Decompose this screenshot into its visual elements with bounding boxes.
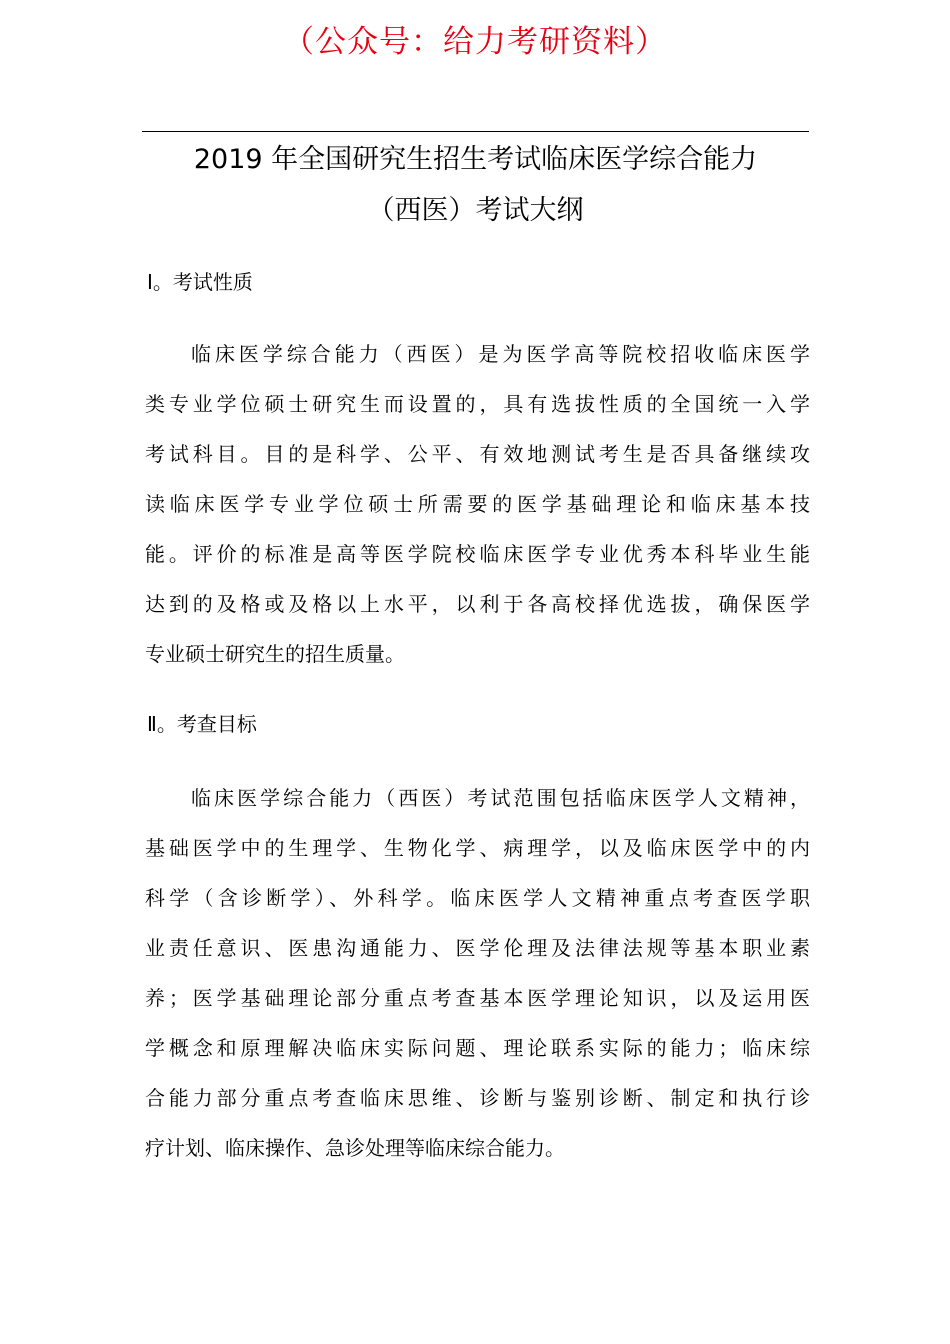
watermark-text: （公众号：给力考研资料） xyxy=(283,24,667,60)
section-heading-nature: Ⅰ。考试性质 xyxy=(147,270,253,294)
section-body-nature xyxy=(145,329,810,679)
paragraph-line: 读临床医学专业学位硕士所需要的医学基础理论和临床基本技 xyxy=(145,492,810,516)
paragraph-line: 养；医学基础理论部分重点考查基本医学理论知识，以及运用医 xyxy=(145,986,810,1010)
paragraph-line: 达到的及格或及格以上水平，以利于各高校择优选拔，确保医学 xyxy=(145,592,810,616)
paragraph-line: 科学（含诊断学）、外科学。临床医学人文精神重点考查医学职 xyxy=(145,886,810,910)
paragraph-line: 临床医学综合能力（西医）考试范围包括临床医学人文精神， xyxy=(191,786,810,810)
paragraph-line: 疗计划、临床操作、急诊处理等临床综合能力。 xyxy=(145,1136,565,1160)
section-body-objectives xyxy=(145,773,810,1173)
paragraph-line: 合能力部分重点考查临床思维、诊断与鉴别诊断、制定和执行诊 xyxy=(145,1086,810,1110)
section-heading-objectives: Ⅱ。考查目标 xyxy=(147,712,257,736)
paragraph-line: 专业硕士研究生的招生质量。 xyxy=(145,642,405,666)
header-rule xyxy=(142,131,809,132)
document-title-line-2: （西医）考试大纲 xyxy=(367,195,584,226)
paragraph-line: 业责任意识、医患沟通能力、医学伦理及法律法规等基本职业素 xyxy=(145,936,810,960)
paragraph-line: 临床医学综合能力（西医）是为医学高等院校招收临床医学 xyxy=(191,342,810,366)
paragraph-line: 能。评价的标准是高等医学院校临床医学专业优秀本科毕业生能 xyxy=(145,542,810,566)
document-title-line-1: 2019 年全国研究生招生考试临床医学综合能力 xyxy=(193,144,758,175)
paragraph-line: 基础医学中的生理学、生物化学、病理学，以及临床医学中的内 xyxy=(145,836,810,860)
paragraph-line: 考试科目。目的是科学、公平、有效地测试考生是否具备继续攻 xyxy=(145,442,810,466)
paragraph-line: 类专业学位硕士研究生而设置的，具有选拔性质的全国统一入学 xyxy=(145,392,810,416)
paragraph-line: 学概念和原理解决临床实际问题、理论联系实际的能力；临床综 xyxy=(145,1036,810,1060)
